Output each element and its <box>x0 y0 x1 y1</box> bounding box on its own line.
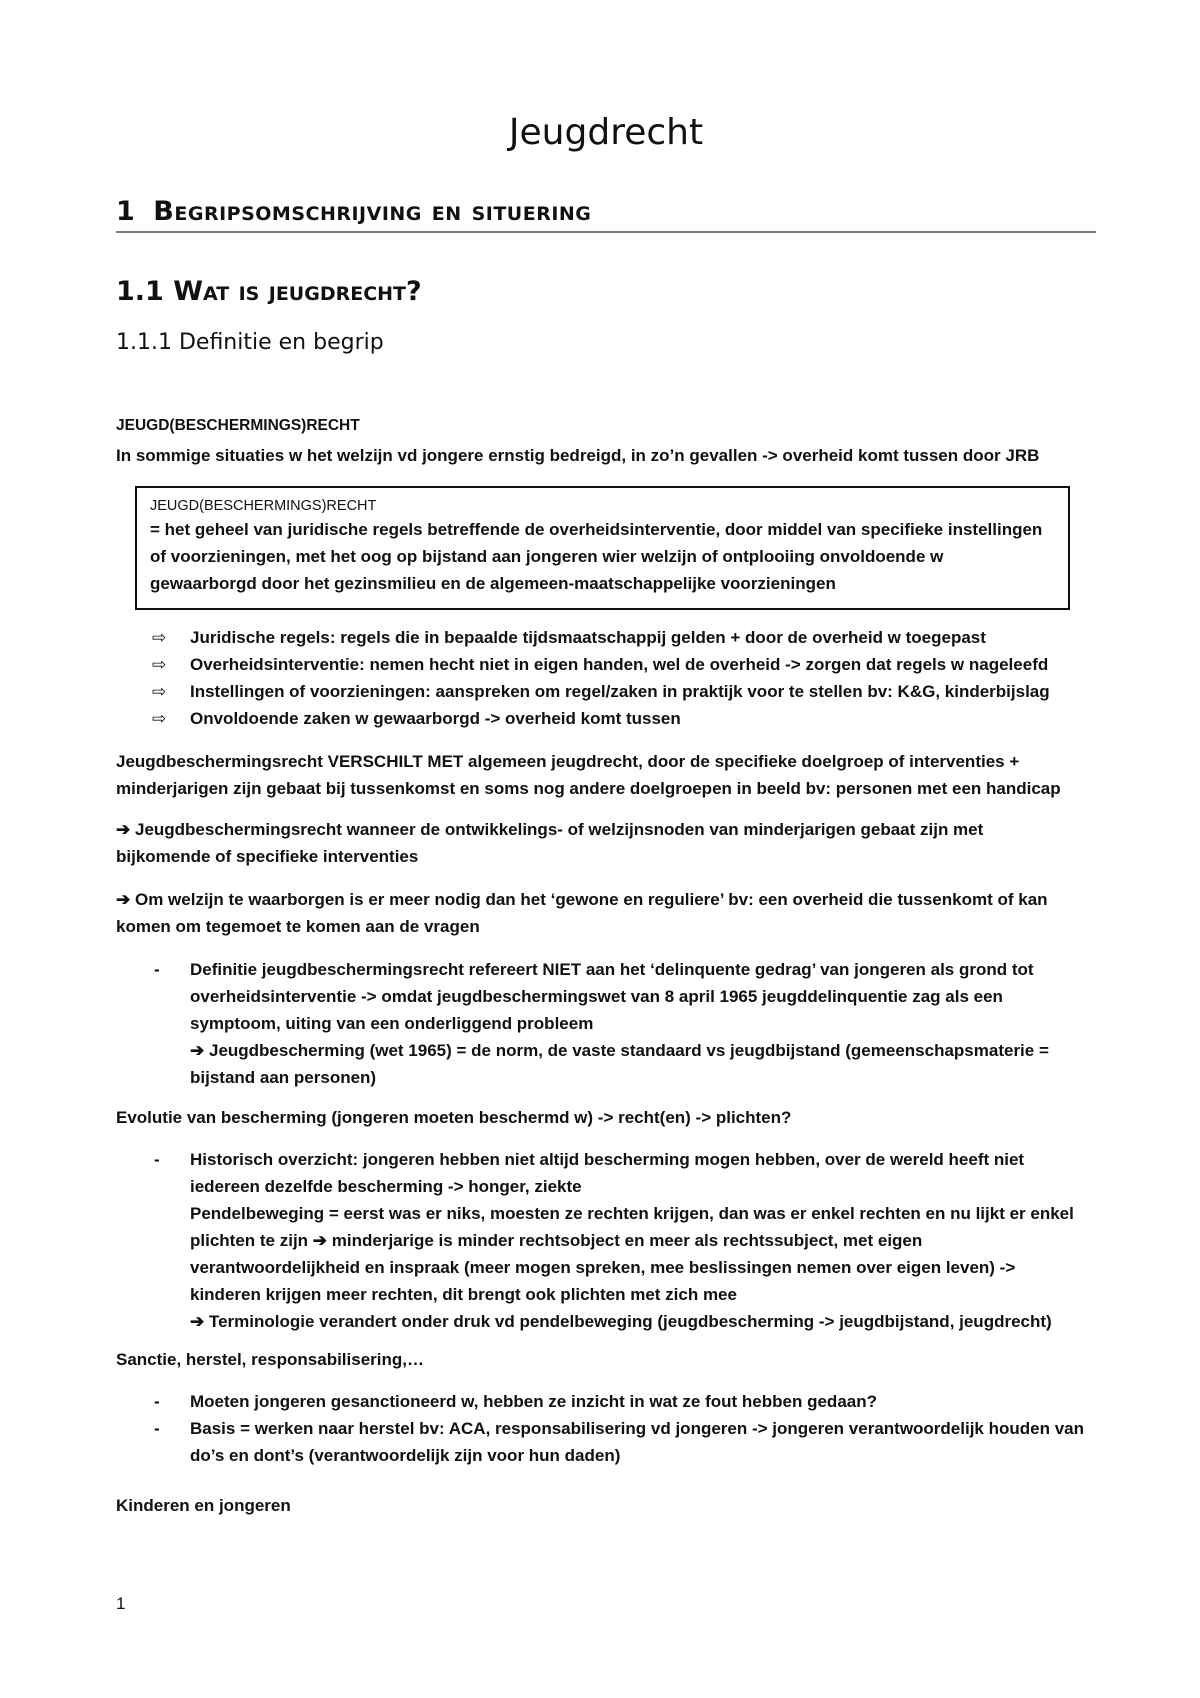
heading-1 <box>116 196 1096 233</box>
section-label: JEUGD(BESCHERMINGS)RECHT <box>116 417 360 434</box>
list-item: - Definitie jeugdbeschermingsrecht refereert NIET aan het ‘delinquente gedrag’ van jongeren als grond tot overheidsinterventie -> omdat jeugdbeschermingswet van 8 april 1965 jeugddelinquentie zag als een symptoom, uiting van een onderliggend probleem ➔ Jeugdbescherming (wet 1965) = de norm, de vaste standaard vs jeugdbijstand (gemeenschapsmaterie = bijstand aan personen) <box>152 956 1096 1091</box>
dash-list-historisch <box>152 1146 1096 1335</box>
arrow-outline-icon: ⇨ <box>152 628 167 647</box>
heading-3: 1.1.1 Definitie en begrip <box>116 330 384 355</box>
list-item: ⇨ Instellingen of voorzieningen: aanspreken om regel/zaken in praktijk voor te stellen bv: K&G, kinderbijslag <box>152 678 1092 705</box>
document-title: Jeugdrecht <box>508 112 704 153</box>
arrow-bold-icon: ➔ <box>190 1312 205 1331</box>
list-item: - Moeten jongeren gesanctioneerd w, hebben ze inzicht in wat ze fout hebben gedaan? <box>152 1388 1096 1415</box>
arrow-outline-icon: ⇨ <box>152 709 167 728</box>
list-item: - Historisch overzicht: jongeren hebben niet altijd bescherming mogen hebben, over de wereld heeft niet iedereen dezelfde bescherming -> honger, ziekte Pendelbeweging = eerst was er niks, moesten ze rechten krijgen, dan was er enkel rechten en nu lijkt er enkel plichten te zijn ➔ minderjarige is minder rechtsobject en meer als rechtssubject, met eigen verantwoordelijkheid en inspraak (meer mogen spreken, mee beslissingen nemen over eigen leven) -> kinderen krijgen meer rechten, dit brengt ook plichten met zich mee ➔ Terminologie verandert onder druk vd pendelbeweging (jeugdbescherming -> jeugdbijstand, jeugdrecht) <box>152 1146 1096 1335</box>
definition-line-2: of voorzieningen, met het oog op bijstand aan jongeren wier welzijn of ontplooiing onvoldoende w <box>150 547 944 566</box>
dash-list-sanctie <box>152 1388 1096 1469</box>
heading-1-text: Begripsomschrijving en situering <box>153 196 592 227</box>
page-number: 1 <box>116 1594 126 1613</box>
paragraph-verschil: Jeugdbeschermingsrecht VERSCHILT MET algemeen jeugdrecht, door de specifieke doelgroep of interventies + minderjarigen zijn gebaat bij tussenkomst en soms nog andere doelgroepen in beeld bv: personen met een handicap <box>116 752 1061 798</box>
arrow-outline-icon: ⇨ <box>152 655 167 674</box>
list-item: ⇨ Onvoldoende zaken w gewaarborgd -> overheid komt tussen <box>152 705 1092 732</box>
list-item: ⇨ Overheidsinterventie: nemen hecht niet in eigen handen, wel de overheid -> zorgen dat regels w nageleefd <box>152 651 1092 678</box>
dash-bullet: - <box>154 1392 160 1411</box>
intro-paragraph: In sommige situaties w het welzijn vd jongere ernstig bedreigd, in zo’n gevallen -> overheid komt tussen door JRB <box>116 446 1040 465</box>
paragraph-wanneer: ➔ Jeugdbeschermingsrecht wanneer de ontwikkelings- of welzijnsnoden van minderjarigen gebaat zijn met bijkomende of specifieke interventies <box>116 820 984 866</box>
paragraph-welzijn: ➔ Om welzijn te waarborgen is er meer nodig dan het ‘gewone en reguliere’ bv: een overheid die tussenkomt of kan komen om tegemoet te komen aan de vragen <box>116 890 1048 936</box>
definition-line-1: = het geheel van juridische regels betreffende de overheidsinterventie, door middel van specifieke instellingen <box>150 520 1043 539</box>
arrow-outline-icon: ⇨ <box>152 682 167 701</box>
arrow-bold-icon: ➔ <box>190 1041 205 1060</box>
paragraph-evolutie: Evolutie van bescherming (jongeren moeten beschermd w) -> recht(en) -> plichten? <box>116 1108 792 1127</box>
definition-box <box>135 486 1070 610</box>
list-item: - Basis = werken naar herstel bv: ACA, responsabilisering vd jongeren -> jongeren verantwoordelijk houden van do’s en dont’s (verantwoordelijk zijn voor hun daden) <box>152 1415 1096 1469</box>
definition-line-3: gewaarborgd door het gezinsmilieu en de algemeen-maatschappelijke voorzieningen <box>150 574 836 593</box>
definition-label: JEUGD(BESCHERMINGS)RECHT <box>150 498 377 514</box>
arrow-bold-icon: ➔ <box>116 890 131 909</box>
arrow-bold-icon: ➔ <box>116 820 131 839</box>
dash-list-definitie <box>152 956 1096 1091</box>
list-item: ⇨ Juridische regels: regels die in bepaalde tijdsmaatschappij gelden + door de overheid w toegepast <box>152 624 1092 651</box>
heading-1-number: 1 <box>116 196 136 227</box>
arrow-bullet-list <box>152 624 1092 732</box>
arrow-bold-icon: ➔ <box>312 1231 328 1250</box>
dash-bullet: - <box>154 960 160 979</box>
paragraph-sanctie: Sanctie, herstel, responsabilisering,… <box>116 1350 424 1369</box>
paragraph-kinderen: Kinderen en jongeren <box>116 1496 291 1515</box>
dash-bullet: - <box>154 1150 160 1169</box>
dash-bullet: - <box>154 1419 160 1438</box>
heading-2: 1.1 Wat is jeugdrecht? <box>116 276 422 307</box>
